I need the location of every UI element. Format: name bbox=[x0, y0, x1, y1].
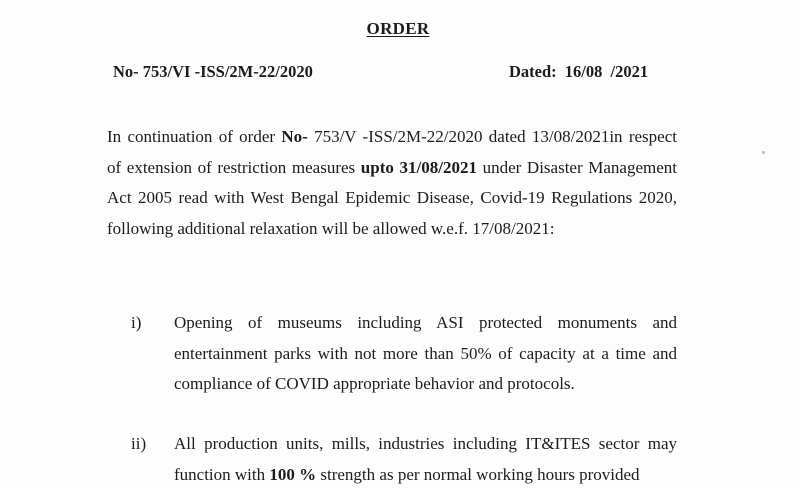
list-item-text: All production units, mills, industries including IT&ITES sector may function with 100 % strength as per normal working hours provided bbox=[174, 434, 677, 484]
ref-label: No- bbox=[281, 127, 308, 146]
upto-date: upto 31/08/2021 bbox=[360, 157, 477, 177]
list-item-text: Opening of museums including ASI protected monuments and entertainment parks with not more than 50% of capacity at a time and compliance of COVID appropriate behavior and protocols. bbox=[174, 313, 677, 394]
order-number: No- 753/VI -ISS/2M-22/2020 bbox=[113, 62, 313, 81]
scan-speck bbox=[762, 151, 765, 154]
intro-paragraph: In continuation of order No- 753/V -ISS/2M-22/2020 dated 13/08/2021in respect of extension of restriction measures upto 31/08/2021 under Disaster Management Act 2005 read with West Bengal Epidemic Disease, Covid-19 Regulations 2020, following additional relaxation will be allowed w.e.f. 17/08/2021: bbox=[107, 127, 677, 239]
page-title: ORDER bbox=[366, 19, 430, 38]
list-item-number: ii) bbox=[131, 434, 147, 453]
order-date: Dated: 16/08 /2021 bbox=[509, 62, 649, 81]
list-item-number: i) bbox=[131, 313, 142, 332]
strength-value: 100 % bbox=[269, 464, 317, 484]
